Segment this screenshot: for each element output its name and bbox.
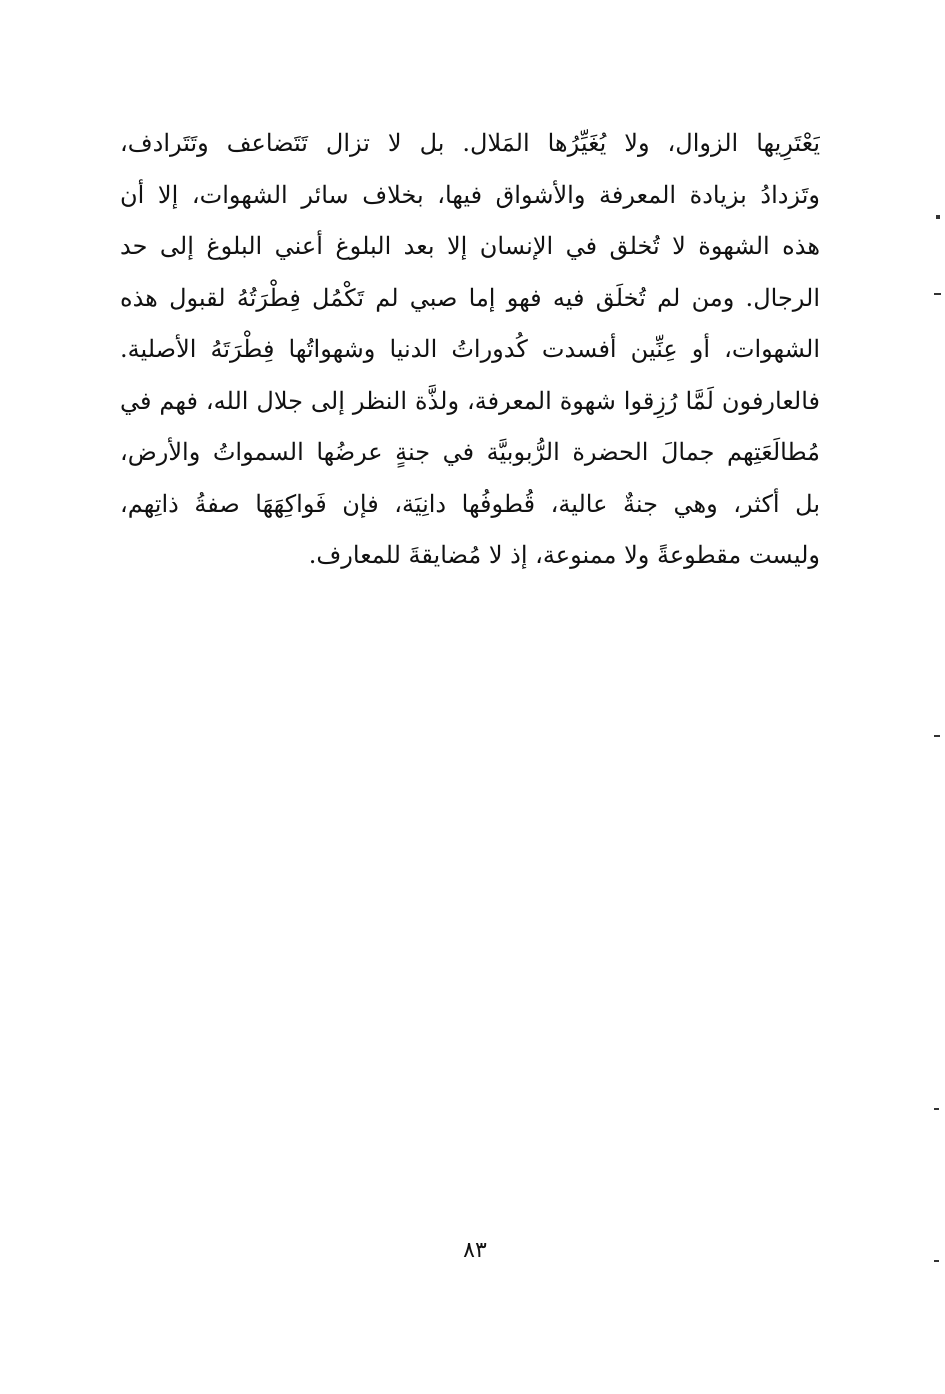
text-line: هذه الشهوة لا تُخلق في الإنسان إلا بعد البلوغ أعني البلوغ إلى حد bbox=[120, 232, 820, 260]
text-line: الشهوات، أو عِنِّين أفسدت كُدوراتُ الدنيا وشهواتُها فِطْرَتَهُ الأصلية. bbox=[120, 335, 820, 363]
text-line: مُطالَعَتِهم جمالَ الحضرة الرُّبوبيَّة في جنةٍ عرضُها السمواتُ والأرض، bbox=[120, 438, 820, 466]
scan-speck bbox=[934, 293, 941, 295]
text-line: يَعْتَرِيها الزوال، ولا يُغَيِّرُها المَلال. بل لا تزال تَتَضاعف وتَتَرادف، bbox=[120, 129, 820, 157]
text-line: الرجال. ومن لم تُخلَق فيه فهو إما صبي لم تَكْمُل فِطْرَتُهُ لقبول هذه bbox=[120, 283, 820, 312]
scan-speck bbox=[936, 215, 940, 219]
scan-speck bbox=[934, 1108, 939, 1110]
scan-speck bbox=[934, 735, 940, 737]
text-line: بل أكثر، وهي جنةٌ عالية، قُطوفُها دانِيَة، فإن فَواكِهَهَا صفةُ ذاتِهم، bbox=[120, 489, 820, 518]
body-text bbox=[120, 118, 820, 582]
page-number: ٨٣ bbox=[463, 1238, 487, 1263]
text-line: فالعارفون لَمَّا رُزِقوا شهوة المعرفة، ولذَّة النظر إلى جلال الله، فهم في bbox=[120, 386, 820, 415]
text-line: وليست مقطوعةً ولا ممنوعة، إذ لا مُضايقةَ للمعارف. bbox=[308, 541, 820, 569]
scan-speck bbox=[934, 1260, 939, 1262]
text-line: وتَزدادُ بزيادة المعرفة والأشواق فيها، بخلاف سائر الشهوات، إلا أن bbox=[120, 180, 820, 209]
